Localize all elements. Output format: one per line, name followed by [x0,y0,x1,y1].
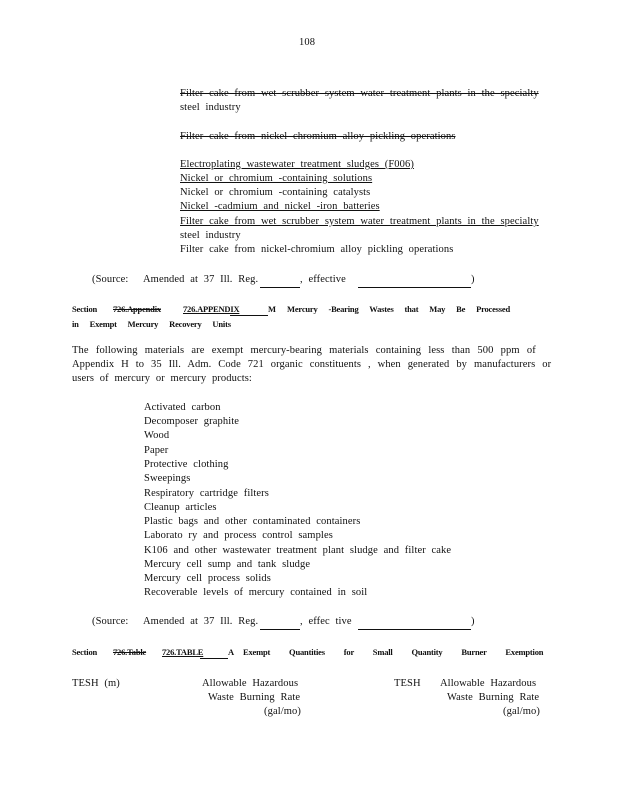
intro-line: users of mercury or mercury products: [72,373,252,384]
source-amended: Amended at 37 Ill. Reg. [143,274,259,285]
material-item: Plastic bags and other contaminated containers [144,516,361,527]
section-new-number: 726.TABLE [162,647,204,657]
material-item: Sweepings [144,473,191,484]
added-item: Filter cake from nickel-chromium alloy pickling operations [180,244,454,255]
table-header-tesh: TESH (m) [72,678,120,689]
material-item: Paper [144,445,169,456]
material-item: Cleanup articles [144,502,217,513]
section-underline [200,658,228,659]
material-item: Recoverable levels of mercury contained in soil [144,587,368,598]
table-header-rate: Allowable Hazardous [440,678,537,689]
added-item: Nickel or chromium -containing catalysts [180,187,371,198]
material-item: Mercury cell sump and tank sludge [144,559,311,570]
table-header-unit: (gal/mo) [264,706,301,717]
added-item: Electroplating wastewater treatment sludges (F006) [180,159,414,170]
source-close: ) [471,274,475,285]
material-item: Respiratory cartridge filters [144,488,269,499]
section-word: Section [72,647,98,657]
material-item: Decomposer graphite [144,416,239,427]
source-close: ) [471,616,475,627]
source-prefix: (Source: [92,274,129,285]
source-effective: , effective [300,274,346,285]
table-header-unit: (gal/mo) [503,706,540,717]
section-title-line2: in Exempt Mercury Recovery Units [72,319,231,329]
material-item: Wood [144,430,170,441]
table-header-rate: Waste Burning Rate [208,692,301,703]
added-item: Nickel -cadmium and nickel -iron batteries [180,201,380,212]
added-item-continuation: steel industry [180,230,241,241]
table-header-rate: Waste Burning Rate [447,692,540,703]
section-new-number: 726.APPENDIX [183,304,240,314]
struck-item: Filter cake from nickel chromium alloy pickling operations [180,131,456,142]
section-old-number: 726.Table [113,647,147,657]
section-letter: M [268,304,276,314]
material-item: K106 and other wastewater treatment plant sludge and filter cake [144,545,452,556]
source-effective: , effec tive [300,616,352,627]
struck-item-continuation: steel industry [180,102,241,113]
intro-line: The following materials are exempt mercury-bearing materials containing less than 500 ppm of [72,345,536,356]
section-letter: A [228,647,234,657]
table-header-tesh: TESH [394,678,421,689]
material-item: Mercury cell process solids [144,573,271,584]
reg-blank [260,629,300,630]
date-blank [358,629,471,630]
section-word: Section [72,304,98,314]
source-prefix: (Source: [92,616,129,627]
section-title: Exempt Quantities for Small Quantity Burner Exemption [243,647,544,657]
section-old-number: 726.Appendix [113,304,161,314]
material-item: Laborato ry and process control samples [144,530,333,541]
page-number: 108 [299,37,316,48]
date-blank [358,287,471,288]
table-header-rate: Allowable Hazardous [202,678,299,689]
struck-item: Filter cake from wet scrubber system water treatment plants in the specialty [180,88,539,99]
section-title: Mercury -Bearing Wastes that May Be Processed [287,304,510,314]
added-item: Filter cake from wet scrubber system water treatment plants in the specialty [180,216,539,227]
material-item: Activated carbon [144,402,221,413]
source-amended: Amended at 37 Ill. Reg. [143,616,259,627]
intro-line: Appendix H to 35 Ill. Adm. Code 721 organic constituents , when generated by manufacturers or [72,359,552,370]
reg-blank [260,287,300,288]
section-underline [230,315,268,316]
added-item: Nickel or chromium -containing solutions [180,173,373,184]
material-item: Protective clothing [144,459,229,470]
